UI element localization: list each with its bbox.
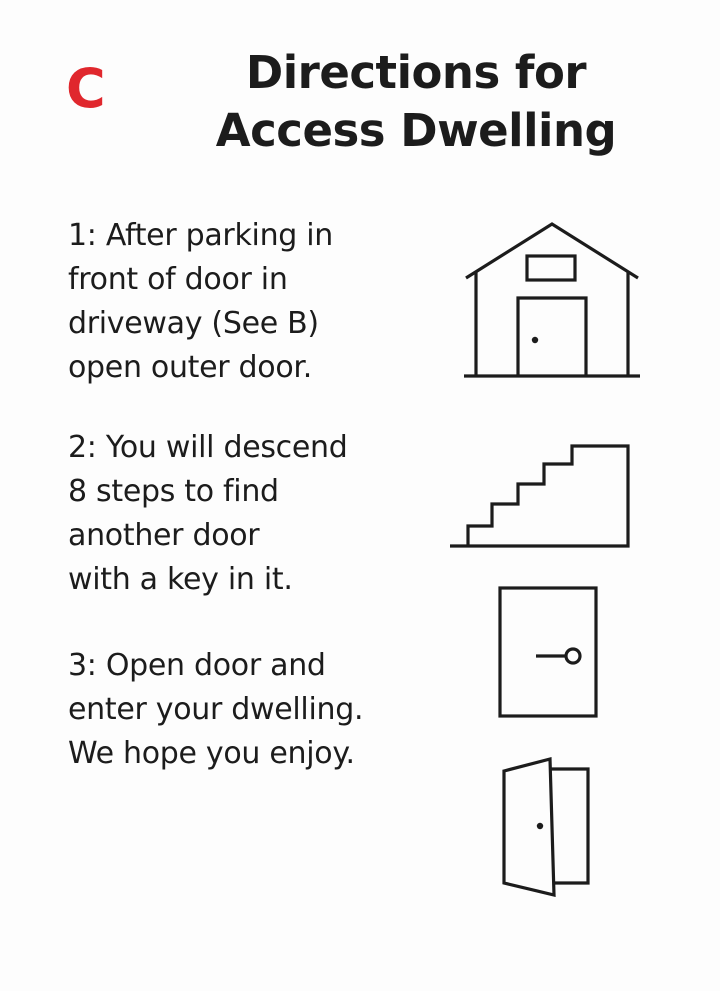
step-line: 1: After parking in — [68, 218, 334, 253]
step-1-text — [68, 214, 448, 390]
step-line: We hope you enjoy. — [68, 736, 355, 771]
step-line: with a key in it. — [68, 562, 293, 597]
step-line: enter your dwelling. — [68, 692, 364, 727]
closed-door-icon — [496, 584, 602, 722]
step-line: 3: Open door and — [68, 648, 326, 683]
stairs-icon — [446, 440, 636, 552]
step-line: 2: You will descend — [68, 430, 348, 465]
step-line: another door — [68, 518, 260, 553]
step-line: front of door in — [68, 262, 288, 297]
step-line: driveway (See B) — [68, 306, 319, 341]
page-title — [136, 44, 696, 160]
house-icon — [460, 220, 644, 382]
open-door-icon — [500, 755, 594, 897]
step-line: open outer door. — [68, 350, 312, 385]
title-line: Access Dwelling — [215, 104, 617, 157]
title-line: Directions for — [245, 46, 587, 99]
step-2-text — [68, 426, 448, 602]
step-3-text — [68, 644, 448, 776]
step-line: 8 steps to find — [68, 474, 279, 509]
section-badge: C — [66, 57, 106, 120]
